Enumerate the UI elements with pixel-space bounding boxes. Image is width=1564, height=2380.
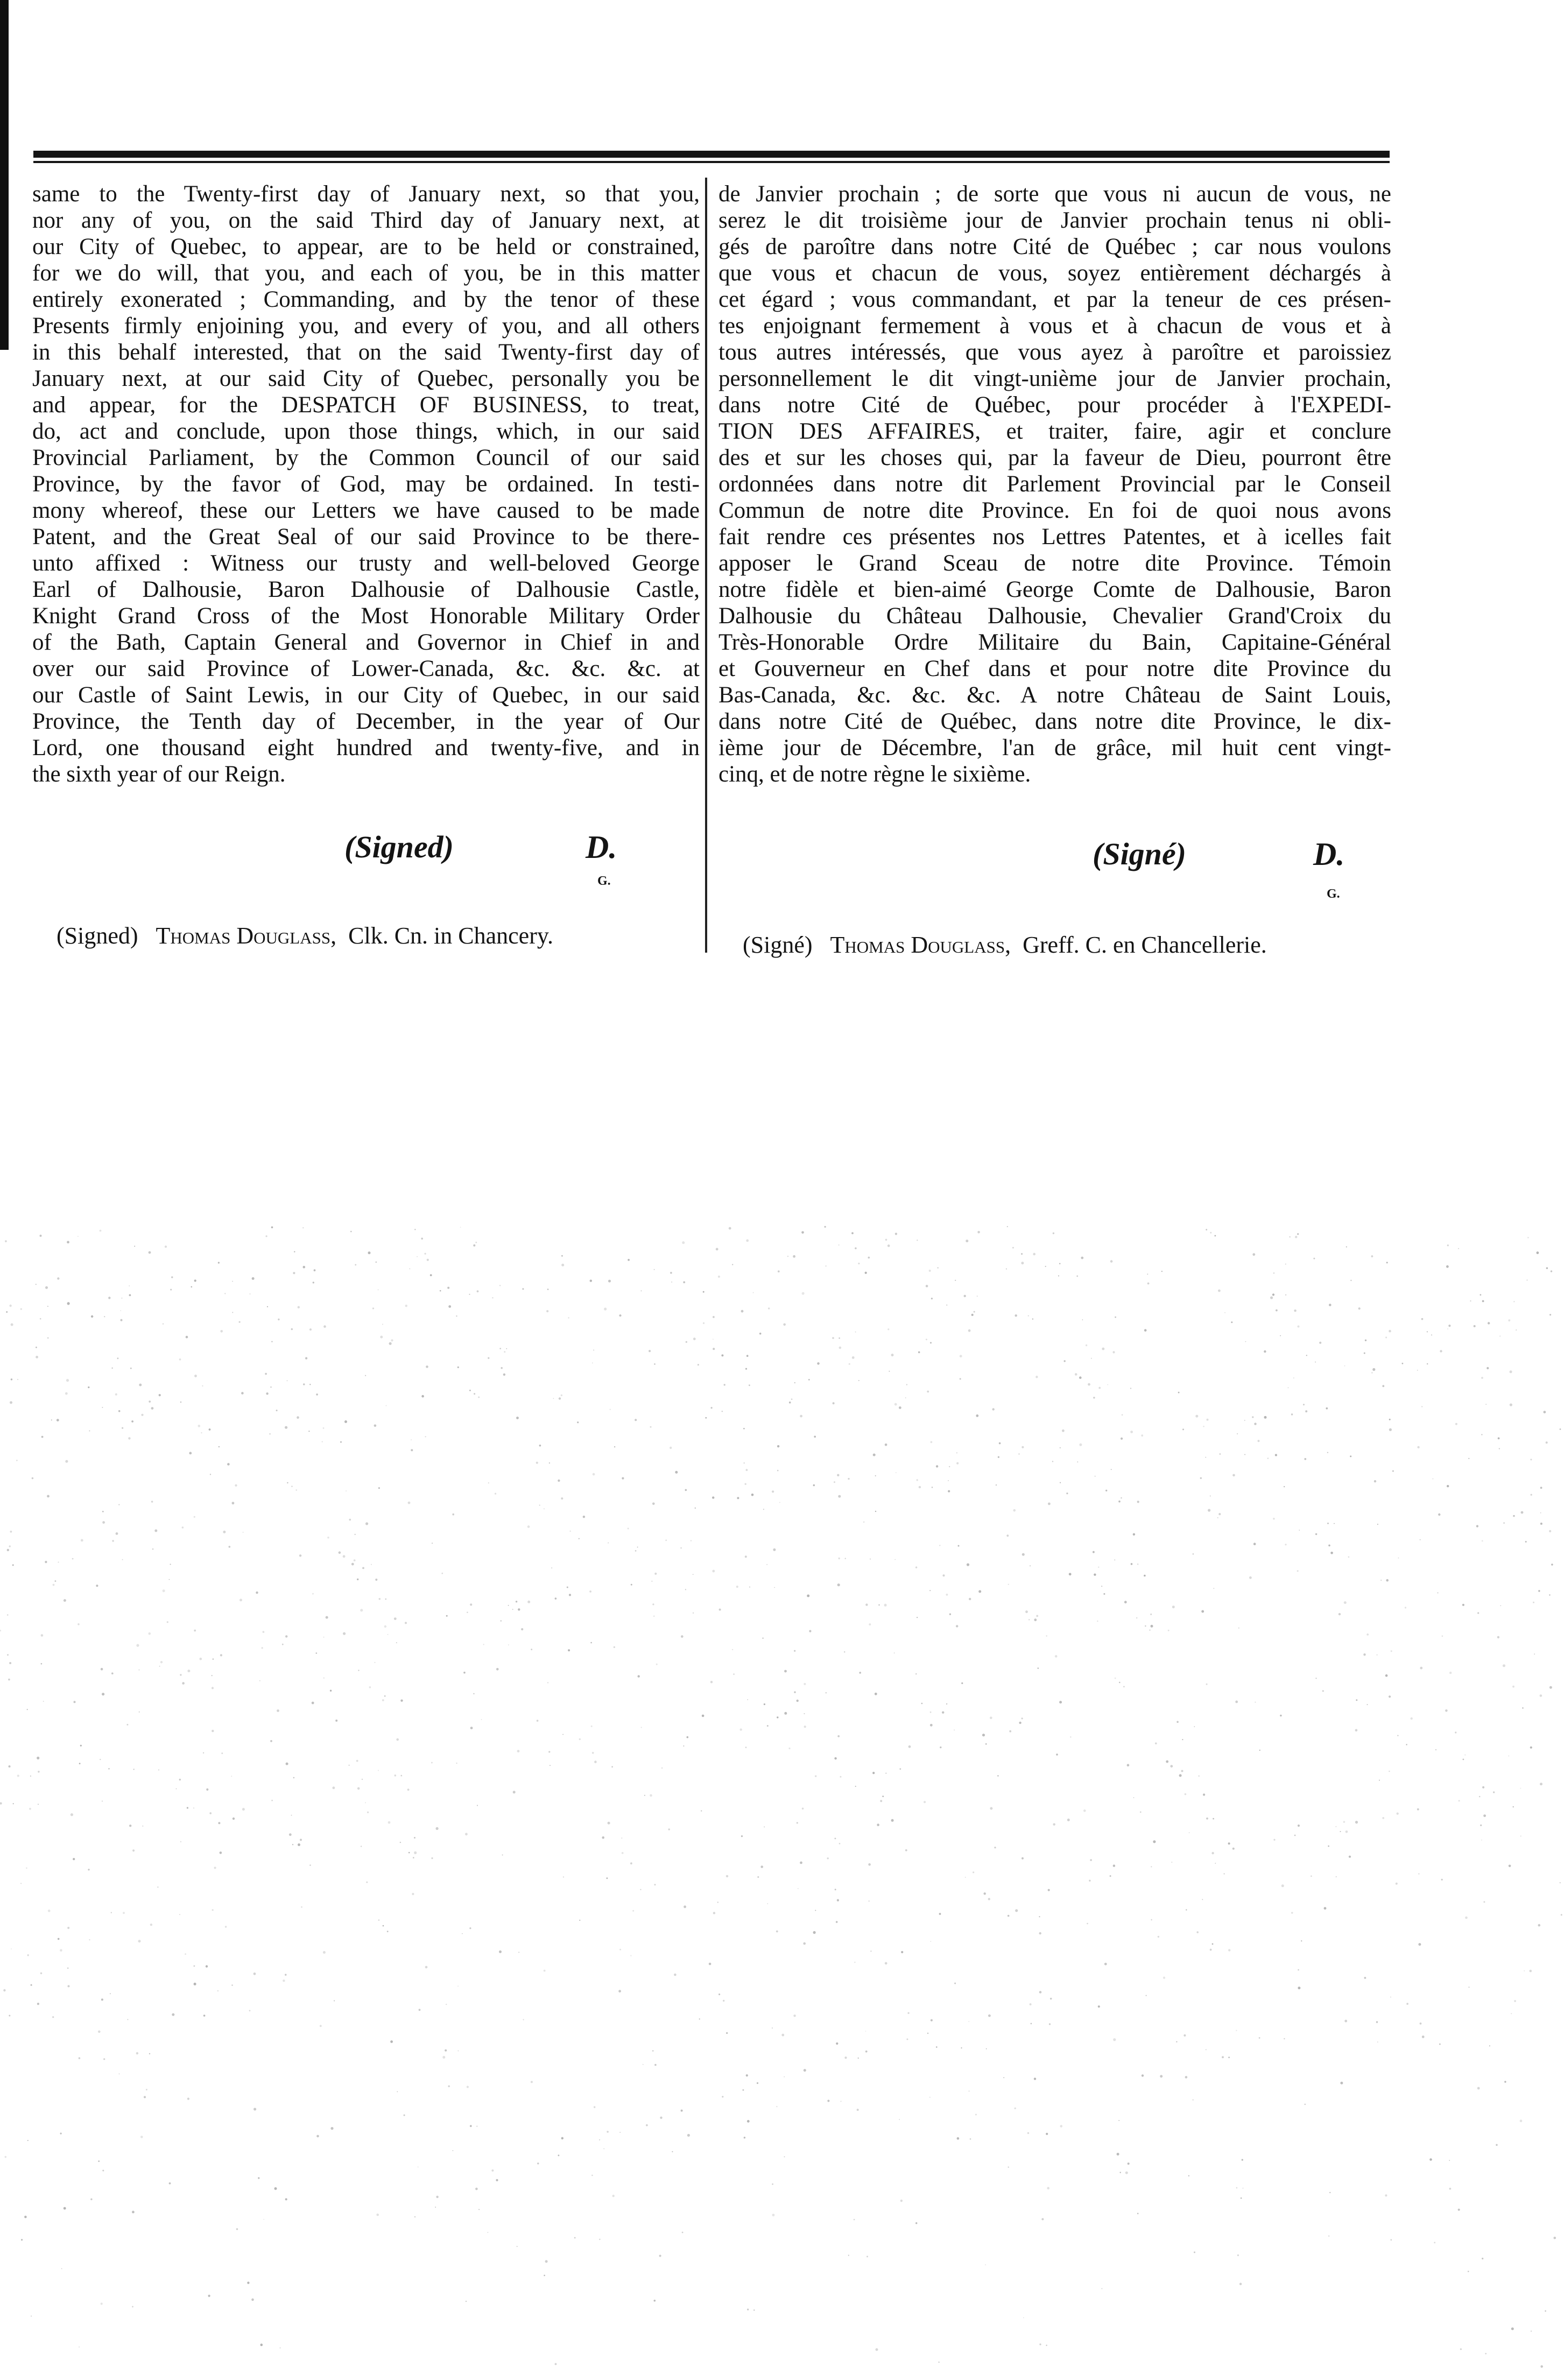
text-line: tous autres intéressés, que vous ayez à paroître et paroissiez — [718, 340, 1391, 365]
text-line: tes enjoignant fermement à vous et à chacun de vous et à — [718, 313, 1391, 339]
text-line: Provincial Parliament, by the Common Council of our said — [32, 445, 700, 470]
text-line: Dalhousie du Château Dalhousie, Chevalier Grand'Croix du — [718, 603, 1391, 629]
clerk-title: Greff. C. en Chancellerie. — [1023, 932, 1267, 958]
initial-d-en: D. — [586, 829, 617, 865]
text-line: nor any of you, on the said Third day of January next, at — [32, 208, 700, 233]
text-line: for we do will, that you, and each of you, be in this matter — [32, 260, 700, 286]
clerk-title: Clk. Cn. in Chancery. — [348, 923, 553, 949]
text-line: et Gouverneur en Chef dans et pour notre dite Province du — [718, 656, 1391, 681]
text-line: personnellement le dit vingt-unième jour de Janvier prochain, — [718, 366, 1391, 391]
text-line: ième jour de Décembre, l'an de grâce, mil huit cent vingt- — [718, 735, 1391, 761]
text-line: Lord, one thousand eight hundred and twenty-five, and in — [32, 735, 700, 761]
text-line: cinq, et de notre règne le sixième. — [718, 762, 1031, 787]
text-line: Earl of Dalhousie, Baron Dalhousie of Dalhousie Castle, — [32, 577, 700, 602]
text-line: dans notre Cité de Québec, pour procéder à l'EXPEDI- — [718, 392, 1391, 418]
text-line: Bas-Canada, &c. &c. &c. A notre Château de Saint Louis, — [718, 682, 1391, 708]
signed-label-en: (Signed) — [344, 829, 454, 864]
text-line: cet égard ; vous commandant, et par la teneur de ces présen- — [718, 287, 1391, 312]
text-line: and appear, for the DESPATCH OF BUSINESS, to treat, — [32, 392, 700, 418]
text-line: Patent, and the Great Seal of our said Province to be there- — [32, 524, 700, 550]
clerk-name: Thomas Douglass, — [156, 923, 337, 949]
text-line: our City of Quebec, to appear, are to be held or constrained, — [32, 234, 700, 259]
text-line: do, act and conclude, upon those things, which, in our said — [32, 419, 700, 444]
text-line: Province, by the favor of God, may be ordained. In testi- — [32, 471, 700, 497]
clerk-prefix: (Signed) — [57, 923, 138, 949]
signed-label-fr: (Signé) — [1093, 836, 1186, 871]
initial-d-fr: D. — [1313, 836, 1345, 872]
text-line: Province, the Tenth day of December, in the year of Our — [32, 709, 700, 734]
text-line: ordonnées dans notre dit Parlement Provincial par le Conseil — [718, 471, 1391, 497]
header-rule-thin — [33, 161, 1390, 163]
text-line: des et sur les choses qui, par la faveur de Dieu, pourront être — [718, 445, 1391, 470]
text-line: mony whereof, these our Letters we have caused to be made — [32, 498, 700, 523]
scan-noise — [0, 1023, 1564, 2380]
clerk-signature-en — [57, 922, 553, 949]
text-line: same to the Twenty-first day of January next, so that you, — [32, 181, 700, 207]
header-rule-thick — [33, 151, 1390, 158]
text-line: serez le dit troisième jour de Janvier prochain tenus ni obli- — [718, 208, 1391, 233]
text-line: unto affixed : Witness our trusty and well-beloved George — [32, 551, 700, 576]
clerk-prefix: (Signé) — [743, 932, 813, 958]
text-line: of the Bath, Captain General and Governor in Chief in and — [32, 630, 700, 655]
initial-g-en: G. — [597, 874, 611, 888]
text-line: de Janvier prochain ; de sorte que vous ni aucun de vous, ne — [718, 181, 1391, 207]
text-line: TION DES AFFAIRES, et traiter, faire, agir et conclure — [718, 419, 1391, 444]
text-line: Commun de notre dite Province. En foi de quoi nous avons — [718, 498, 1391, 523]
text-line: January next, at our said City of Quebec, personally you be — [32, 366, 700, 391]
text-line: fait rendre ces présentes nos Lettres Patentes, et à icelles fait — [718, 524, 1391, 550]
initial-g-fr: G. — [1327, 887, 1340, 901]
scan-edge-mark — [0, 0, 9, 350]
english-column — [32, 181, 700, 787]
text-line: Knight Grand Cross of the Most Honorable Military Order — [32, 603, 700, 629]
text-line: gés de paroître dans notre Cité de Québec ; car nous voulons — [718, 234, 1391, 259]
text-line: notre fidèle et bien-aimé George Comte de Dalhousie, Baron — [718, 577, 1391, 602]
text-line: entirely exonerated ; Commanding, and by the tenor of these — [32, 287, 700, 312]
text-line: the sixth year of our Reign. — [32, 762, 286, 787]
text-line: Très-Honorable Ordre Militaire du Bain, Capitaine-Général — [718, 630, 1391, 655]
clerk-name: Thomas Douglass, — [830, 932, 1011, 958]
text-line: our Castle of Saint Lewis, in our City of Quebec, in our said — [32, 682, 700, 708]
text-line: dans notre Cité de Québec, dans notre dite Province, le dix- — [718, 709, 1391, 734]
text-line: Presents firmly enjoining you, and every of you, and all others — [32, 313, 700, 339]
text-line: que vous et chacun de vous, soyez entièrement déchargés à — [718, 260, 1391, 286]
text-line: over our said Province of Lower-Canada, &c. &c. &c. at — [32, 656, 700, 681]
text-line: apposer le Grand Sceau de notre dite Province. Témoin — [718, 551, 1391, 576]
text-line: in this behalf interested, that on the said Twenty-first day of — [32, 340, 700, 365]
french-column — [718, 181, 1391, 787]
column-divider — [705, 178, 707, 953]
clerk-signature-fr — [743, 931, 1267, 959]
